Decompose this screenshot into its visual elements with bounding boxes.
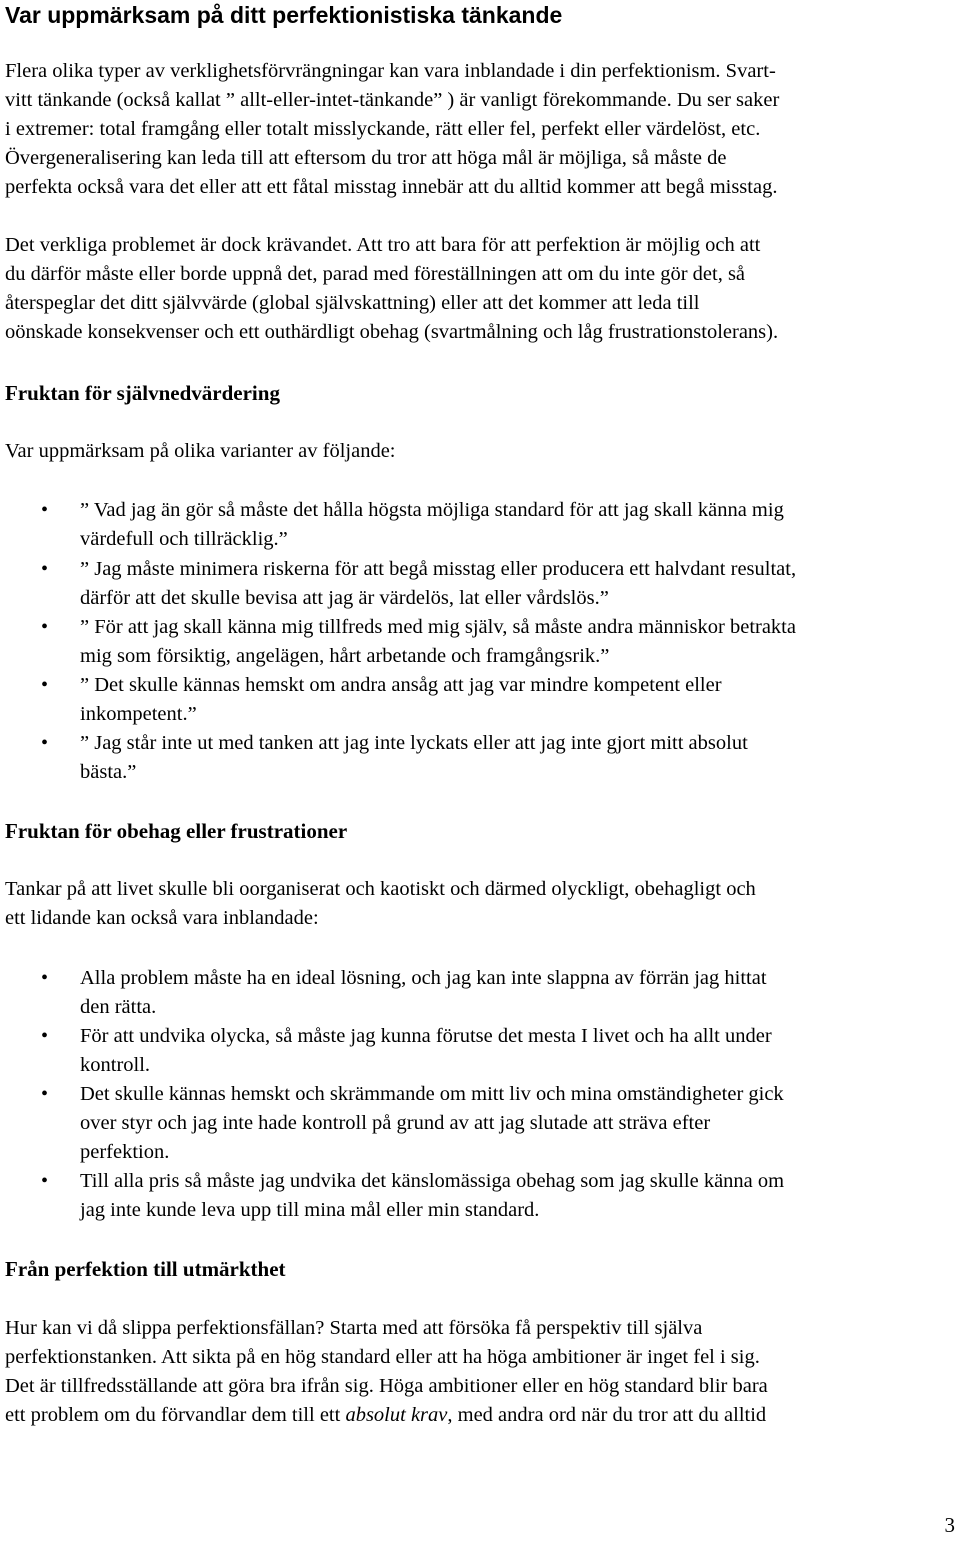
list-item-line: den rätta. bbox=[80, 996, 157, 1018]
page-number: 3 bbox=[944, 1513, 955, 1537]
list-item-line: inkompetent.” bbox=[80, 703, 197, 725]
list-item-line: För att undvika olycka, så måste jag kunna förutse det mesta I livet och ha allt under bbox=[80, 1025, 772, 1047]
list-item-line: Det skulle kännas hemskt och skrämmande om mitt liv och mina omständigheter gick bbox=[80, 1083, 784, 1105]
list-item-line: ” Jag måste minimera riskerna för att begå misstag eller producera ett halvdant resultat, bbox=[80, 558, 797, 580]
list-item-line: kontroll. bbox=[80, 1054, 151, 1076]
paragraph-line: i extremer: total framgång eller totalt misslyckande, rätt eller fel, perfekt eller värdelöst, etc. bbox=[5, 118, 761, 140]
list-item-line: Till alla pris så måste jag undvika det känslomässiga obehag som jag skulle känna om bbox=[80, 1170, 785, 1192]
document-title: Var uppmärksam på ditt perfektionistiska tänkande bbox=[5, 2, 563, 28]
paragraph-line: Hur kan vi då slippa perfektionsfällan? Starta med att försöka få perspektiv till själva bbox=[5, 1317, 703, 1339]
list-item-line: over styr och jag inte hade kontroll på grund av att jag slutade att sträva efter bbox=[80, 1112, 711, 1134]
paragraph-line: vitt tänkande (också kallat ” allt-eller-intet-tänkande” ) är vanligt förekommande. Du ser saker bbox=[5, 89, 780, 111]
list-item-line: ” För att jag skall känna mig tillfreds med mig själv, så måste andra människor betrakta bbox=[80, 616, 796, 638]
section-heading: Fruktan för obehag eller frustrationer bbox=[5, 819, 348, 843]
bullet-icon: • bbox=[41, 1025, 49, 1047]
list-item-line: bästa.” bbox=[80, 761, 137, 783]
paragraph-line: perfekta också vara det eller att ett fåtal misstag innebär att du alltid kommer att begå misstag. bbox=[5, 176, 778, 198]
list-item-line: ” Jag står inte ut med tanken att jag inte lyckats eller att jag inte gjort mitt absolut bbox=[80, 732, 748, 754]
paragraph-line: Övergeneralisering kan leda till att eftersom du tror att höga mål är möjliga, så måste de bbox=[5, 147, 727, 169]
bullet-icon: • bbox=[41, 967, 49, 989]
list-item-line: ” Vad jag än gör så måste det hålla högsta möjliga standard för att jag skall känna mig bbox=[80, 499, 784, 521]
bullet-icon: • bbox=[41, 674, 49, 696]
list-item-line: ” Det skulle kännas hemskt om andra ansåg att jag var mindre kompetent eller bbox=[80, 674, 722, 696]
paragraph-line: Det verkliga problemet är dock krävandet. Att tro att bara för att perfektion är möjlig och att bbox=[5, 234, 761, 256]
document-page bbox=[5, 0, 955, 1547]
list-item-line: därför att det skulle bevisa att jag är värdelös, lat eller vårdslös.” bbox=[80, 587, 609, 609]
bullet-icon: • bbox=[41, 732, 49, 754]
list-item-line: Alla problem måste ha en ideal lösning, och jag kan inte slappna av förrän jag hittat bbox=[80, 967, 767, 989]
bullet-icon: • bbox=[41, 558, 49, 580]
section-intro-line: ett lidande kan också vara inblandade: bbox=[5, 907, 319, 929]
section-intro-line: Tankar på att livet skulle bli oorganiserat och kaotiskt och därmed olyckligt, obehagligt och bbox=[5, 878, 756, 900]
paragraph-line: återspeglar det ditt självvärde (global självskattning) eller att det kommer att leda till bbox=[5, 292, 700, 314]
paragraph-line: du därför måste eller borde uppnå det, parad med föreställningen att om du inte gör det, så bbox=[5, 263, 746, 285]
text-run: ett problem om du förvandlar dem till ett bbox=[5, 1404, 346, 1426]
paragraph-line bbox=[5, 1401, 766, 1430]
text-run: , med andra ord när du tror att du alltid bbox=[447, 1404, 767, 1426]
bullet-icon: • bbox=[41, 499, 49, 521]
bullet-icon: • bbox=[41, 616, 49, 638]
list-item-line: mig som försiktig, angelägen, hårt arbetande och framgångsrik.” bbox=[80, 645, 610, 667]
paragraph-line: Flera olika typer av verklighetsförvrängningar kan vara inblandade i din perfektionism. Svart- bbox=[5, 60, 776, 82]
emphasis-text: absolut krav bbox=[345, 1404, 448, 1426]
list-item-line: perfektion. bbox=[80, 1141, 170, 1163]
bullet-icon: • bbox=[41, 1170, 49, 1192]
section-intro: Var uppmärksam på olika varianter av följande: bbox=[5, 440, 396, 462]
list-item-line: jag inte kunde leva upp till mina mål eller min standard. bbox=[80, 1199, 540, 1221]
bullet-icon: • bbox=[41, 1083, 49, 1105]
list-item-line: värdefull och tillräcklig.” bbox=[80, 528, 288, 550]
paragraph-line: Det är tillfredsställande att göra bra ifrån sig. Höga ambitioner eller en hög standard blir bara bbox=[5, 1375, 768, 1397]
paragraph-line: oönskade konsekvenser och ett outhärdligt obehag (svartmålning och låg frustrationstolerans). bbox=[5, 321, 779, 343]
section-heading: Fruktan för självnedvärdering bbox=[5, 381, 280, 405]
section-heading: Från perfektion till utmärkthet bbox=[5, 1257, 286, 1281]
paragraph-line: perfektionstanken. Att sikta på en hög standard eller att ha höga ambitioner är inget fel i sig. bbox=[5, 1346, 760, 1368]
